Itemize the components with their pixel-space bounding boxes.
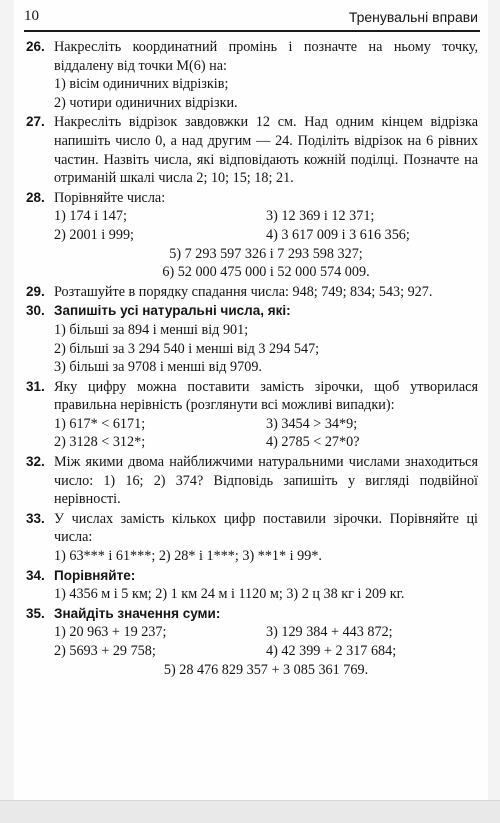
exercise-item: 1) більші за 894 і менші від 901; — [54, 321, 249, 338]
exercise-item: 1) 63*** і 61***; 2) 28* і 1***; 3) **1* і 99*. — [54, 548, 322, 565]
exercise-33 — [26, 510, 478, 566]
exercise-text: Порівняйте: — [54, 567, 136, 583]
page-number: 10 — [24, 8, 39, 24]
exercise-number: 28. — [26, 189, 45, 205]
item-row — [54, 642, 478, 661]
exercise-item: 3) 129 384 + 443 872; — [266, 624, 393, 641]
exercise-item: 1) 4356 м і 5 км; 2) 1 км 24 м і 1120 м; 3) 2 ц 38 кг і 209 кг. — [54, 586, 405, 603]
exercise-text: Знайдіть значення суми: — [54, 605, 221, 621]
exercise-30 — [26, 302, 478, 376]
exercise-number: 33. — [26, 510, 45, 526]
running-title: Тренувальні вправи — [348, 9, 478, 25]
textbook-page — [14, 0, 488, 800]
exercise-item: 3) 12 369 і 12 371; — [266, 208, 375, 225]
exercise-text: Розташуйте в порядку спадання числа: 948; 749; 834; 543; 927. — [54, 283, 433, 300]
exercise-text: Порівняйте числа: — [54, 189, 166, 206]
item-row — [54, 623, 478, 642]
exercise-number: 32. — [26, 454, 45, 470]
exercise-text: Накресліть координатний промінь і позначте на ньому точку, віддалену від точки M(6) на: — [54, 39, 478, 74]
exercise-list — [26, 38, 478, 679]
exercise-item: 2) більші за 3 294 540 і менші від 3 294 547; — [54, 340, 320, 357]
exercise-32 — [26, 453, 478, 509]
exercise-26 — [26, 38, 478, 112]
exercise-text: Яку цифру можна поставити замість зірочки, щоб утворилася правильна нерівність (розглянути всі можливі випадки): — [54, 378, 478, 414]
exercise-item: 4) 42 399 + 2 317 684; — [266, 643, 397, 659]
exercise-number: 34. — [26, 567, 45, 583]
exercise-27 — [26, 113, 478, 187]
page-header — [24, 4, 480, 32]
exercise-number: 26. — [26, 39, 45, 54]
exercise-item: 3) 3454 > 34*9; — [266, 415, 358, 432]
item-row — [54, 207, 478, 226]
exercise-item: 2) чотири одиничних відрізки. — [54, 94, 238, 111]
exercise-item: 3) більші за 9708 і менші від 9709. — [54, 359, 262, 376]
exercise-number: 27. — [26, 114, 45, 130]
bottom-strip — [0, 800, 500, 823]
exercise-item: 1) 20 963 + 19 237; — [54, 624, 167, 641]
item-row — [54, 415, 478, 434]
exercise-number: 31. — [26, 378, 45, 394]
exercise-text: Запишіть усі натуральні числа, які: — [54, 303, 291, 319]
exercise-text: Накресліть відрізок завдовжки 12 см. Над одним кінцем відрізка напишіть число 0, а над другим — 24. Поділіть відрізок на 6 рівних частин. Назвіть числа, які відповідають кожній поділці. Позначте на отриманій шкалі числа 2; 10; 15; 18; 21. — [54, 114, 478, 187]
exercise-item: 1) вісім одиничних відрізків; — [54, 76, 229, 93]
exercise-item: 1) 617* < 6171; — [54, 415, 146, 432]
exercise-item: 6) 52 000 475 000 і 52 000 574 009. — [162, 264, 370, 281]
item-row — [54, 226, 478, 245]
exercise-number: 35. — [26, 605, 45, 621]
exercise-item: 5) 28 476 829 357 + 3 085 361 769. — [163, 661, 369, 678]
item-row — [54, 433, 478, 452]
exercise-text: Між якими двома найближчими натуральними числами знаходиться число: 1) 16; 2) 374? Відповідь запишіть у вигляді подвійної нерівності. — [54, 454, 478, 508]
exercise-number: 29. — [26, 283, 45, 299]
exercise-34 — [26, 567, 478, 604]
exercise-text: У числах замість кількох цифр поставили зірочки. Порівняйте ці числа: — [54, 510, 478, 546]
exercise-item: 1) 174 і 147; — [54, 208, 127, 225]
exercise-item: 2) 5693 + 29 758; — [54, 643, 156, 659]
exercise-28 — [26, 189, 478, 282]
exercise-number: 30. — [26, 303, 45, 319]
exercise-item: 5) 7 293 597 326 і 7 293 598 327; — [169, 245, 363, 262]
exercise-item: 4) 3 617 009 і 3 616 356; — [266, 226, 410, 243]
exercise-31 — [26, 378, 478, 452]
exercise-29 — [26, 283, 478, 302]
exercise-item: 2) 2001 і 999; — [54, 226, 134, 243]
exercise-item: 2) 3128 < 312*; — [54, 434, 146, 451]
exercise-35 — [26, 605, 478, 679]
exercise-item: 4) 2785 < 27*0? — [266, 434, 360, 451]
